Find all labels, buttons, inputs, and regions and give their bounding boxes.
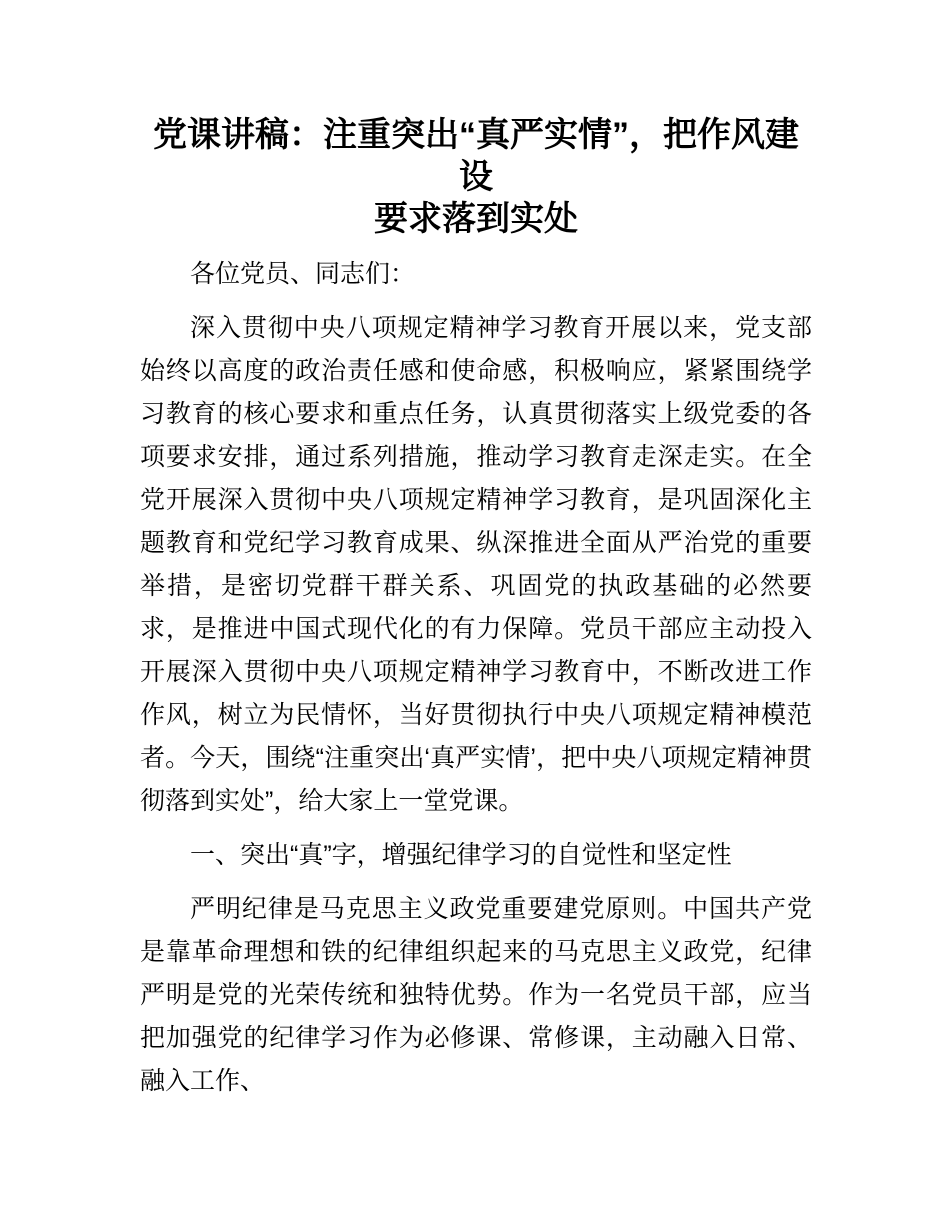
greeting-line: 各位党员、同志们： <box>190 260 416 288</box>
section-paragraph: 严明纪律是马克思主义政党重要建党原则。中国共产党是靠革命理想和铁的纪律组织起来的马克思主义政党，纪律严明是党的光荣传统和独特优势。作为一名党员干部，应当把加强党的纪律学习作为必修课、常修课，主动融入日常、融入工作、 <box>140 895 812 1095</box>
title-line-1: 党课讲稿：注重突出“真严实情”，把作风建设 <box>153 116 799 196</box>
document-title <box>140 114 812 240</box>
intro-paragraph: 深入贯彻中央八项规定精神学习教育开展以来，党支部始终以高度的政治责任感和使命感，积极响应，紧紧围绕学习教育的核心要求和重点任务，认真贯彻落实上级党委的各项要求安排，通过系列措施，推动学习教育走深走实。在全党开展深入贯彻中央八项规定精神学习教育，是巩固深化主题教育和党纪学习教育成果、纵深推进全面从严治党的重要举措，是密切党群干群关系、巩固党的执政基础的必然要求，是推进中国式现代化的有力保障。党员干部应主动投入开展深入贯彻中央八项规定精神学习教育中，不断改进工作作风，树立为民情怀，当好贯彻执行中央八项规定精神模范者。今天，围绕“注重突出‘真严实情’，把中央八项规定精神贯彻落到实处”，给大家上一堂党课。 <box>140 314 812 815</box>
title-line-2: 要求落到实处 <box>374 200 578 238</box>
section-heading: 一、突出“真”字，增强纪律学习的自觉性和坚定性 <box>190 841 732 869</box>
